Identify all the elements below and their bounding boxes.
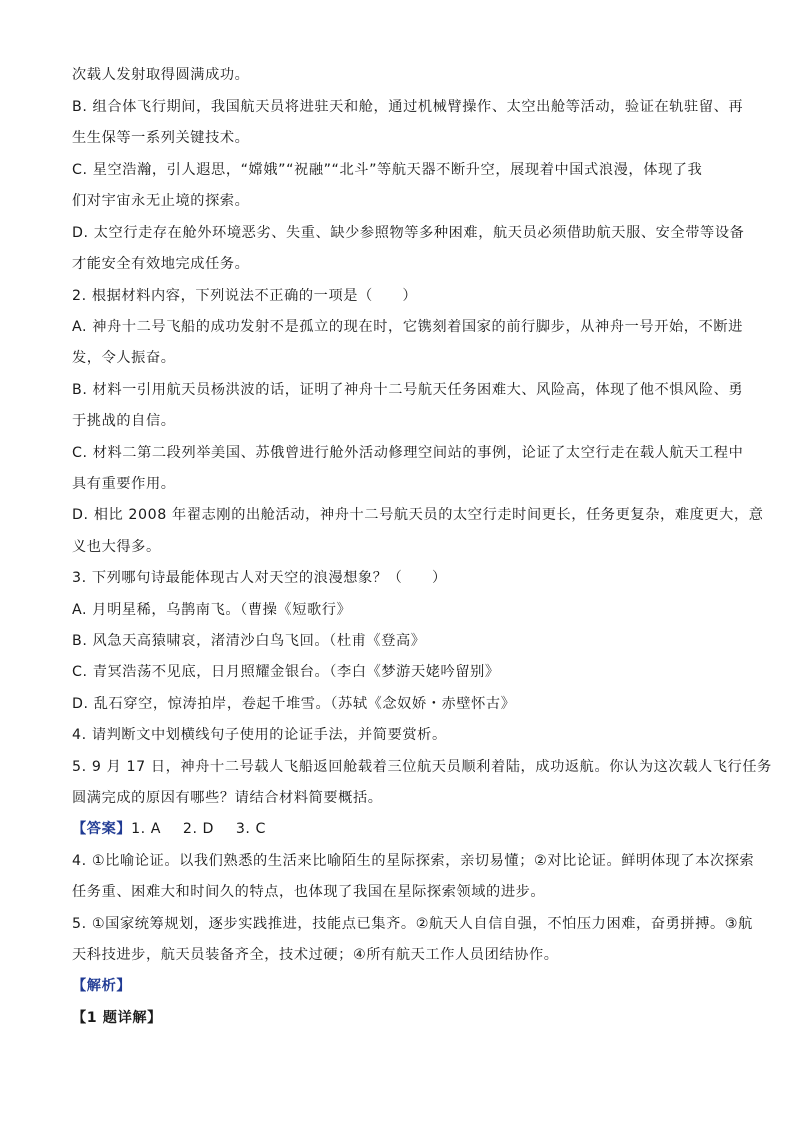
answer-3: 3. C bbox=[235, 821, 266, 837]
option-b: B. 材料一引用航天员杨洪波的话，证明了神舟十二号航天任务困难大、风险高，体现了他不惧风险、勇 bbox=[72, 382, 744, 398]
option-b: B. 风急天高猿啸哀，渚清沙白鸟飞回。（杜甫《登高》 bbox=[72, 633, 426, 649]
option-a: A. 神舟十二号飞船的成功发射不是孤立的现在时，它镌刻着国家的前行脚步，从神舟一号开始，不断进 bbox=[72, 319, 743, 335]
answer-1: 1. A bbox=[131, 821, 161, 837]
text-line: 于挑战的自信。 bbox=[72, 413, 176, 429]
answer-2: 2. D bbox=[182, 821, 214, 837]
text-line: 圆满完成的原因有哪些？请结合材料简要概括。 bbox=[72, 790, 383, 806]
text-line: 天科技进步，航天员装备齐全，技术过硬；④所有航天工作人员团结协作。 bbox=[72, 947, 559, 963]
text-line: 具有重要作用。 bbox=[72, 476, 176, 492]
analysis-heading: 【解析】 bbox=[72, 978, 132, 994]
text-line: 发，令人振奋。 bbox=[72, 350, 176, 366]
answer-tag: 【答案】 bbox=[72, 821, 132, 837]
option-c: C. 星空浩瀚，引人遐思，“嫦娥”“祝融”“北斗”等航天器不断升空，展现着中国式浪漫，体现了我 bbox=[72, 162, 703, 178]
text-line: 次载人发射取得圆满成功。 bbox=[72, 67, 250, 83]
question-4: 4. 请判断文中划横线句子使用的论证手法，并简要赏析。 bbox=[72, 727, 447, 743]
text-line: 生生保等一系列关键技术。 bbox=[72, 130, 250, 146]
option-a: A. 月明星稀，乌鹊南飞。（曹操《短歌行》 bbox=[72, 602, 352, 618]
option-d: D. 太空行走存在舱外环境恶劣、失重、缺少参照物等多种困难，航天员必须借助航天服、安全带等设备 bbox=[72, 225, 745, 241]
option-c: C. 青冥浩荡不见底，日月照耀金银台。（李白《梦游天姥吟留别》 bbox=[72, 664, 500, 680]
text-line: 义也大得多。 bbox=[72, 539, 161, 555]
option-d: D. 相比 2008 年翟志刚的出舱活动，神舟十二号航天员的太空行走时间更长，任务更复杂，难度更大，意 bbox=[72, 507, 764, 523]
text-line: 才能安全有效地完成任务。 bbox=[72, 256, 250, 272]
option-c: C. 材料二第二段列举美国、苏俄曾进行舱外活动修理空间站的事例，论证了太空行走在载人航天工程中 bbox=[72, 445, 744, 461]
answer-5: 5. ①国家统筹规划，逐步实践推进，技能点已集齐。②航天人自信自强，不怕压力困难，奋勇拼搏。③航 bbox=[72, 916, 753, 932]
answer-row bbox=[72, 819, 722, 839]
answer-4: 4. ①比喻论证。以我们熟悉的生活来比喻陌生的星际探索，亲切易懂；②对比论证。鲜明体现了本次探索 bbox=[72, 853, 755, 869]
question-5: 5. 9 月 17 日，神舟十二号载人飞船返回舱载着三位航天员顺利着陆，成功返航。你认为这次载人飞行任务 bbox=[72, 759, 772, 775]
option-d: D. 乱石穿空，惊涛拍岸，卷起千堆雪。（苏轼《念奴娇・赤壁怀古》 bbox=[72, 696, 516, 712]
text-line: 们对宇宙永无止境的探索。 bbox=[72, 193, 250, 209]
question-3: 3. 下列哪句诗最能体现古人对天空的浪漫想象？（ ） bbox=[72, 570, 447, 586]
detail-heading: 【1 题详解】 bbox=[72, 1010, 162, 1026]
text-line: 任务重、困难大和时间久的特点，也体现了我国在星际探索领域的进步。 bbox=[72, 884, 546, 900]
option-b: B. 组合体飞行期间，我国航天员将进驻天和舱，通过机械臂操作、太空出舱等活动，验证在轨驻留、再 bbox=[72, 99, 744, 115]
question-2: 2. 根据材料内容，下列说法不正确的一项是（ ） bbox=[72, 288, 418, 304]
